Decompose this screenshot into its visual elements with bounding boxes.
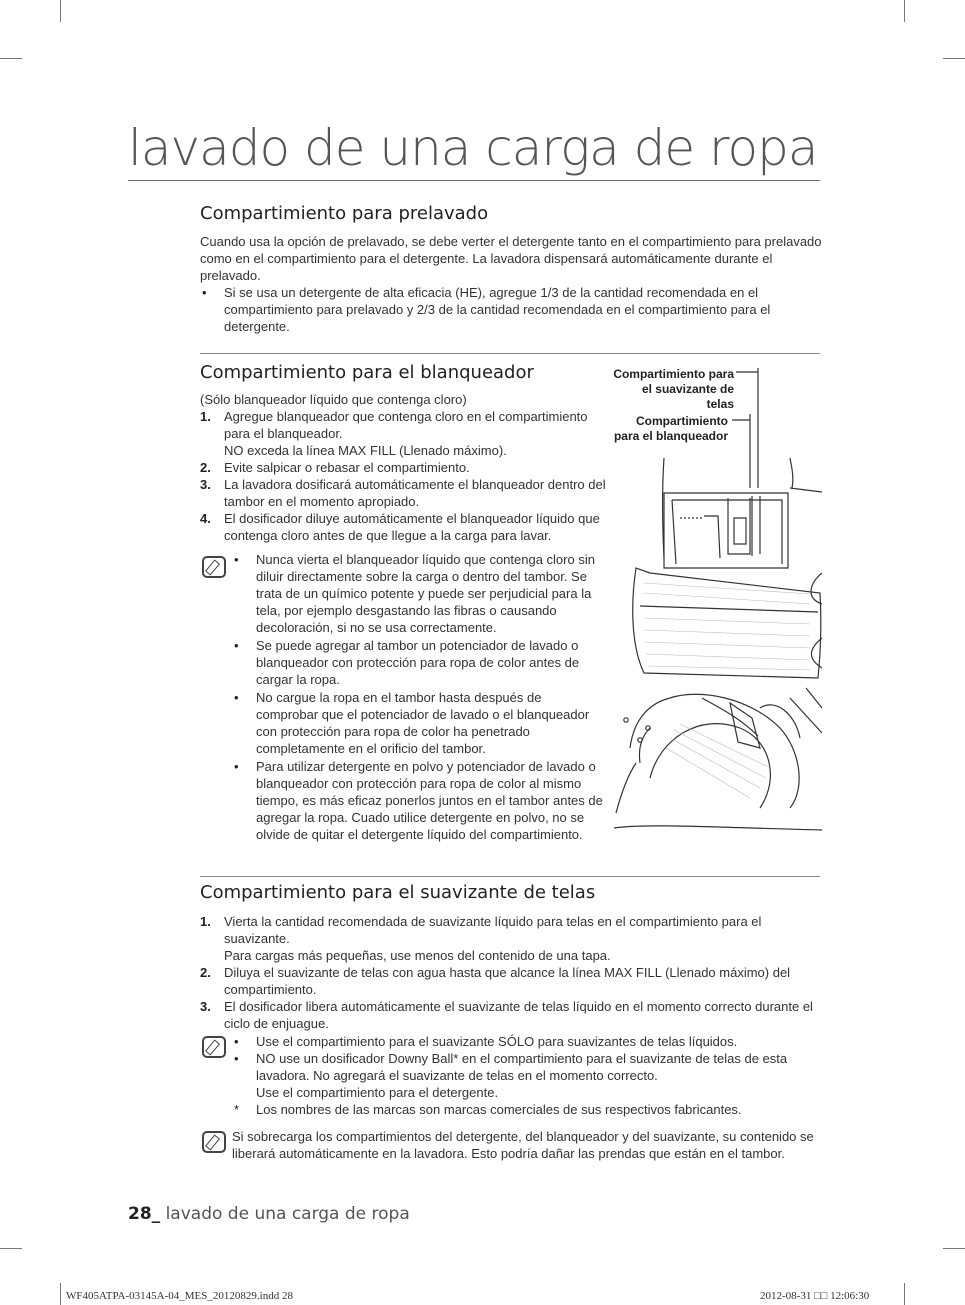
section-intro: (Sólo blanqueador líquido que contenga cloro) xyxy=(200,392,467,407)
section-heading: Compartimiento para el suavizante de telas xyxy=(200,882,596,903)
step-text: Vierta la cantidad recomendada de suavizante líquido para telas en el compartimiento para el suavizante. xyxy=(224,914,762,946)
page-footer xyxy=(128,1204,410,1224)
step-text: La lavadora dosificará automáticamente el blanqueador dentro del tambor en el momento apropiado. xyxy=(224,477,606,509)
note-text: Si sobrecarga los compartimientos del detergente, del blanqueador y del suavizante, su contenido se liberará automáticamente en la lavadora. Esto podría dañar las prendas que están en el tambor. xyxy=(232,1129,814,1161)
list-item: • Si se usa un detergente de alta eficacia (HE), agregue 1/3 de la cantidad recomendada en el compartimiento para prelavado y 2/3 de la cantidad recomendada en el compartimiento para el detergente. xyxy=(200,284,822,335)
crop-mark xyxy=(943,58,965,59)
print-slug-right: 2012-08-31 □□ 12:06:30 xyxy=(760,1290,870,1302)
list-item: • Se puede agregar al tambor un potenciador de lavado o blanqueador con protección para ropa de color antes de cargar la ropa. xyxy=(232,637,604,688)
list-item xyxy=(200,459,610,476)
step-subtext: Para cargas más pequeñas, use menos del contenido de una tapa. xyxy=(224,948,611,963)
page-title: lavado de una carga de ropa xyxy=(128,118,820,181)
note-icon xyxy=(202,1036,226,1058)
note-icon xyxy=(202,1131,226,1153)
steps-list xyxy=(200,913,822,1032)
crop-mark xyxy=(0,58,22,59)
notes-blanqueador xyxy=(232,551,604,843)
list-item xyxy=(200,476,610,510)
step-number: 2. xyxy=(200,460,211,475)
section-heading: Compartimiento para prelavado xyxy=(200,203,489,224)
callout-blanqueador: Compartimiento para el blanqueador xyxy=(613,414,728,443)
section-suavizante xyxy=(200,882,822,1032)
step-text: Agregue blanqueador que contenga cloro en el compartimiento para el blanqueador. xyxy=(224,409,588,441)
step-subtext: NO exceda la línea MAX FILL (Llenado máximo). xyxy=(224,443,507,458)
section-intro: Cuando usa la opción de prelavado, se debe verter el detergente tanto en el compartimiento para prelavado como en el compartimiento para el detergente. La lavadora dispensará automáticamente durante el prelavado. xyxy=(200,234,822,283)
list-item xyxy=(200,510,610,544)
step-text: Evite salpicar o rebasar el compartimiento. xyxy=(224,460,470,475)
list-item xyxy=(232,1050,822,1101)
crop-mark xyxy=(60,0,61,22)
list-item xyxy=(200,408,610,459)
step-number: 1. xyxy=(200,409,211,424)
section-prelavado xyxy=(200,203,822,335)
list-item: • Nunca vierta el blanqueador líquido que contenga cloro sin diluir directamente sobre la carga o dentro del tambor. Se trata de un químico potente y puede ser perjudicial para la tela, por ejemplo desgastando las fibras o causando decoloración, si no se usa correctamente. xyxy=(232,551,604,636)
note-subtext: Use el compartimiento para el detergente. xyxy=(256,1085,499,1100)
step-text: El dosificador libera automáticamente el suavizante de telas líquido en el momento correcto durante el ciclo de enjuague. xyxy=(224,999,813,1031)
note-text: NO use un dosificador Downy Ball* en el compartimiento para el suavizante de telas de esta lavadora. No agregará el suavizante de telas en el momento correcto. xyxy=(256,1051,788,1083)
step-text: El dosificador diluye automáticamente el blanqueador líquido que contenga cloro antes de que llegue a la carga para lavar. xyxy=(224,511,600,543)
dispenser-illustration xyxy=(610,368,822,848)
section-heading: Compartimiento para el blanqueador xyxy=(200,362,534,383)
list-item: * Los nombres de las marcas son marcas comerciales de sus respectivos fabricantes. xyxy=(232,1101,822,1118)
step-number: 1. xyxy=(200,914,211,929)
crop-mark xyxy=(0,1248,22,1249)
bullet-list xyxy=(232,1033,822,1118)
crop-mark xyxy=(904,0,905,22)
crop-mark xyxy=(60,1283,61,1305)
notes-suavizante xyxy=(232,1033,822,1118)
note-icon xyxy=(202,556,226,578)
crop-mark xyxy=(904,1283,905,1305)
footer-label: lavado de una carga de ropa xyxy=(165,1204,410,1224)
step-number: 4. xyxy=(200,511,211,526)
final-note xyxy=(232,1128,822,1162)
bullet-list xyxy=(200,284,822,335)
crop-mark xyxy=(943,1248,965,1249)
list-item xyxy=(200,998,822,1032)
list-item xyxy=(200,964,822,998)
list-item: • Use el compartimiento para el suavizante SÓLO para suavizantes de telas líquidos. xyxy=(232,1033,822,1050)
print-slug-left: WF405ATPA-03145A-04_MES_20120829.indd 28 xyxy=(66,1290,293,1302)
step-text: Diluya el suavizante de telas con agua hasta que alcance la línea MAX FILL (Llenado máximo) del compartimiento. xyxy=(224,965,791,997)
list-item xyxy=(200,913,822,964)
bullet-list xyxy=(232,551,604,843)
page-number: 28_ xyxy=(128,1204,161,1224)
steps-list xyxy=(200,408,610,544)
step-number: 2. xyxy=(200,965,211,980)
callout-suavizante: Compartimiento para el suavizante de telas xyxy=(613,367,734,411)
section-divider xyxy=(200,876,820,877)
step-number: 3. xyxy=(200,477,211,492)
list-item: • Para utilizar detergente en polvo y potenciador de lavado o blanqueador con protección para ropa de color al mismo tiempo, es más eficaz ponerlos juntos en el tambor antes de agregar la ropa. Cuado utilice detergente en polvo, no se olvide de quitar el detergente líquido del compartimiento. xyxy=(232,758,604,843)
list-item: • No cargue la ropa en el tambor hasta después de comprobar que el potenciador de lavado o el blanqueador con protección para ropa de color ha penetrado completamente en el orificio del tambor. xyxy=(232,689,604,757)
section-divider xyxy=(200,353,820,354)
section-blanqueador xyxy=(200,362,610,544)
step-number: 3. xyxy=(200,999,211,1014)
